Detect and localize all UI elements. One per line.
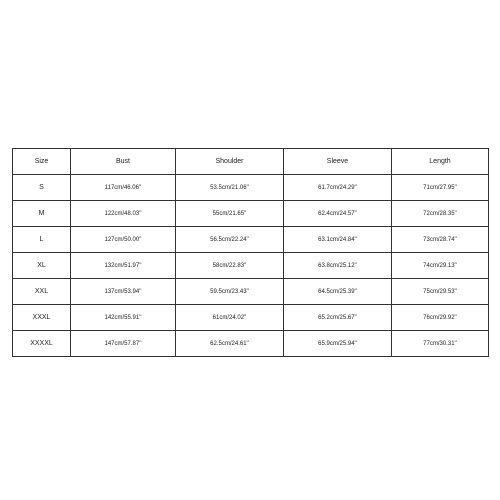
length-cell: 75cm/29.53'': [392, 279, 489, 305]
size-cell: XXL: [13, 279, 71, 305]
header-row: [13, 149, 489, 175]
sleeve-cell: 63.8cm/25.12'': [284, 253, 392, 279]
shoulder-cell: 55cm/21.65'': [176, 201, 284, 227]
table-row: [13, 253, 489, 279]
bust-cell: 147cm/57.87'': [71, 331, 176, 357]
header-size: Size: [13, 149, 71, 175]
table-row: [13, 201, 489, 227]
length-cell: 73cm/28.74'': [392, 227, 489, 253]
header-length: Length: [392, 149, 489, 175]
sleeve-cell: 62.4cm/24.57'': [284, 201, 392, 227]
shoulder-cell: 53.5cm/21.06'': [176, 175, 284, 201]
header-bust: Bust: [71, 149, 176, 175]
table-row: [13, 305, 489, 331]
header-shoulder: Shoulder: [176, 149, 284, 175]
size-cell: S: [13, 175, 71, 201]
header-sleeve: Sleeve: [284, 149, 392, 175]
table-row: [13, 175, 489, 201]
size-cell: XL: [13, 253, 71, 279]
table-row: [13, 331, 489, 357]
length-cell: 76cm/29.92'': [392, 305, 489, 331]
shoulder-cell: 62.5cm/24.61'': [176, 331, 284, 357]
shoulder-cell: 56.5cm/22.24'': [176, 227, 284, 253]
table-row: [13, 279, 489, 305]
bust-cell: 137cm/53.94'': [71, 279, 176, 305]
size-cell: L: [13, 227, 71, 253]
bust-cell: 127cm/50.00'': [71, 227, 176, 253]
size-cell: XXXL: [13, 305, 71, 331]
length-cell: 77cm/30.31'': [392, 331, 489, 357]
size-cell: XXXXL: [13, 331, 71, 357]
sleeve-cell: 64.5cm/25.39'': [284, 279, 392, 305]
table-row: [13, 227, 489, 253]
bust-cell: 122cm/48.03'': [71, 201, 176, 227]
length-cell: 72cm/28.35'': [392, 201, 489, 227]
size-chart-table: [12, 148, 489, 357]
bust-cell: 132cm/51.97'': [71, 253, 176, 279]
length-cell: 71cm/27.95'': [392, 175, 489, 201]
size-cell: M: [13, 201, 71, 227]
length-cell: 74cm/29.13'': [392, 253, 489, 279]
shoulder-cell: 58cm/22.83'': [176, 253, 284, 279]
shoulder-cell: 61cm/24.02'': [176, 305, 284, 331]
shoulder-cell: 59.5cm/23.43'': [176, 279, 284, 305]
sleeve-cell: 65.2cm/25.67'': [284, 305, 392, 331]
sleeve-cell: 65.9cm/25.94'': [284, 331, 392, 357]
bust-cell: 117cm/46.06'': [71, 175, 176, 201]
bust-cell: 142cm/55.91'': [71, 305, 176, 331]
sleeve-cell: 63.1cm/24.84'': [284, 227, 392, 253]
sleeve-cell: 61.7cm/24.29'': [284, 175, 392, 201]
